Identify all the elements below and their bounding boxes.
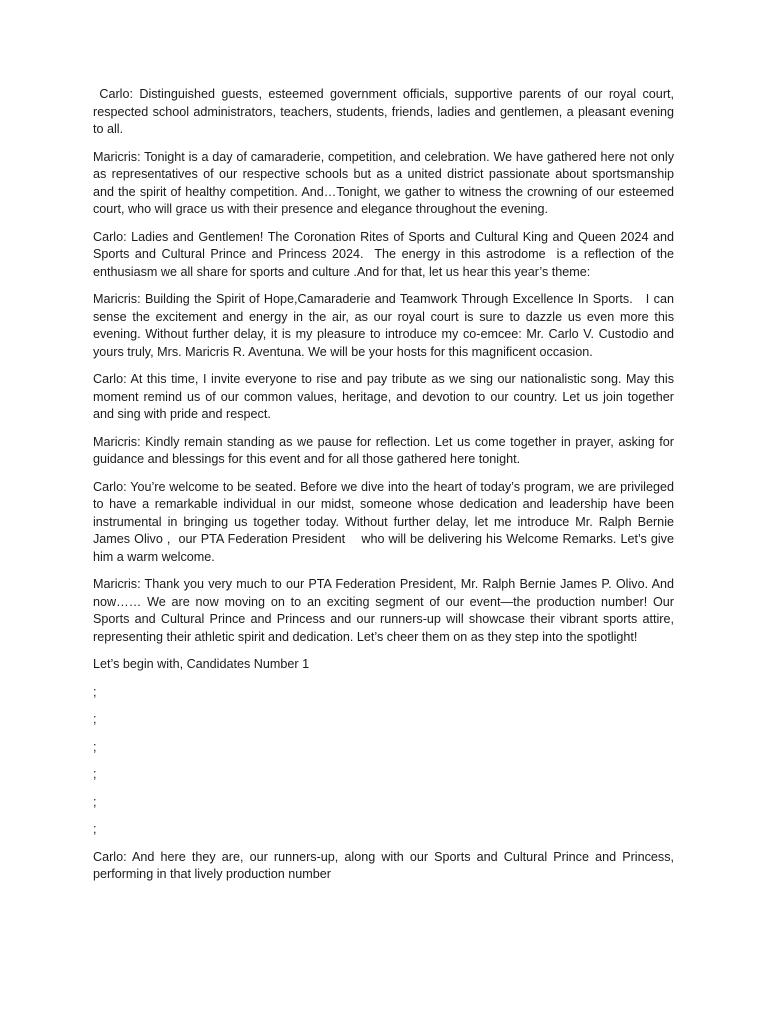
semicolon-line: ;: [93, 684, 97, 699]
semicolon-list: [93, 684, 674, 839]
paragraph-carlo-greeting: Carlo: Distinguished guests, esteemed government officials, supportive parents of our royal court, respected school administrators, teachers, students, friends, ladies and gentlemen, a pleasant evening to all.: [93, 87, 678, 136]
paragraph-carlo-closing: Carlo: And here they are, our runners-up, along with our Sports and Cultural Prince and Princess, performing in that lively production number: [93, 849, 674, 881]
paragraph-maricris-prayer: Maricris: Kindly remain standing as we pause for reflection. Let us come together in prayer, asking for guidance and blessings for this event and for all those gathered here tonight.: [93, 434, 674, 466]
semicolon-line: ;: [93, 712, 97, 726]
semicolon-line: ;: [93, 822, 97, 836]
paragraph-candidates: Let’s begin with, Candidates Number 1: [93, 657, 310, 671]
paragraph-maricris-production: Maricris: Thank you very much to our PTA Federation President, Mr. Ralph Bernie James P. Olivo. And now…… We are now moving on to an exciting segment of our event—the production number! Our Sports and Cultural Prince and Princess and our runners-up will showcase their vibrant sports attire, representing their athletic spirit and dedication. Let’s cheer them on as they step into the spotlight!: [93, 577, 674, 644]
semicolon-line: ;: [93, 739, 97, 754]
paragraph-carlo-anthem: Carlo: At this time, I invite everyone to rise and pay tribute as we sing our nationalistic song. May this moment remind us of our common values, heritage, and devotion to our country. Let us join together and sing with pride and respect.: [93, 372, 674, 421]
paragraph-carlo-coronation: Carlo: Ladies and Gentlemen! The Coronation Rites of Sports and Cultural King and Queen 2024 and Sports and Cultural Prince and Princess 2024. The energy in this astrodome is a reflection of the enthusiasm we all share for sports and culture .And for that, let us hear this year’s theme:: [93, 229, 678, 279]
semicolon-line: ;: [93, 767, 97, 781]
paragraph-maricris-welcome: Maricris: Tonight is a day of camaraderie, competition, and celebration. We have gathered here not only as representatives of our respective schools but as a united district passionate about sportsmanship and the spirit of healthy competition. And…Tonight, we gather to witness the crowning of our esteemed court, who will grace us with their presence and elegance throughout the evening.: [93, 149, 674, 216]
semicolon-line: ;: [93, 794, 97, 809]
paragraph-maricris-theme: Maricris: Building the Spirit of Hope,Camaraderie and Teamwork Through Excellence In Sports. I can sense the excitement and energy in the air, as our royal court is sure to dazzle us even more this evening. Without further delay, it is my pleasure to introduce my co-emcee: Mr. Carlo V. Custodio and yours truly, Mrs. Maricris R. Aventuna. We will be your hosts for this magnificent occasion.: [93, 292, 678, 359]
paragraph-carlo-welcome-remarks: Carlo: You’re welcome to be seated. Before we dive into the heart of today’s program, we are privileged to have a remarkable individual in our midst, someone whose dedication and leadership have been instrumental in bringing us together today. Without further delay, let me introduce Mr. Ralph Bernie James Olivo , our PTA Federation President who will be delivering his Welcome Remarks. Let’s give him a warm welcome.: [93, 479, 678, 564]
document-page: [93, 86, 678, 894]
